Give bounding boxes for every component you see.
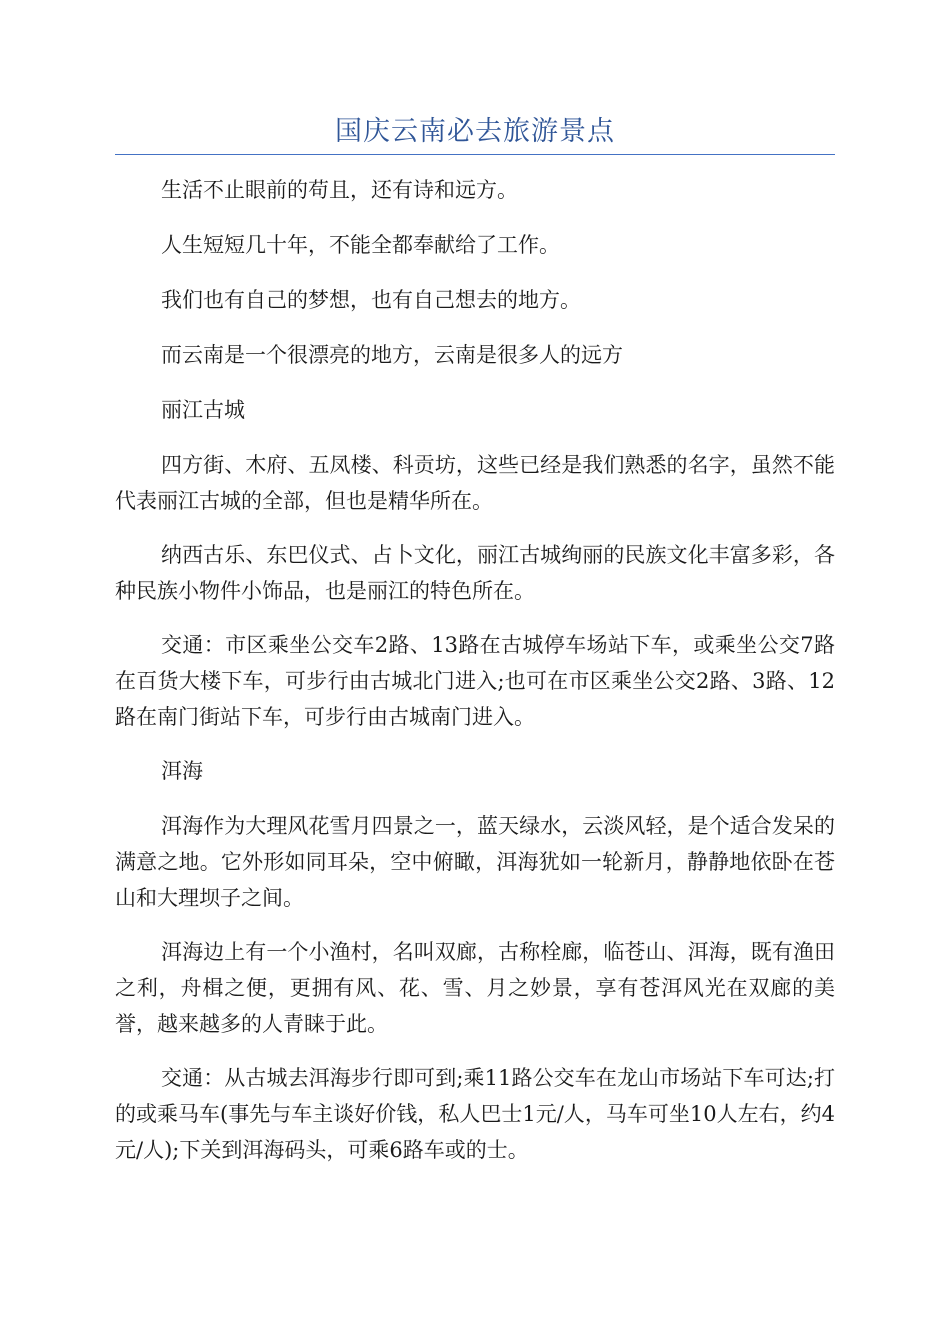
document-body <box>115 172 835 1186</box>
title-underline <box>115 154 835 155</box>
paragraph: 我们也有自己的梦想，也有自己想去的地方。 <box>161 288 581 312</box>
paragraph: 而云南是一个很漂亮的地方，云南是很多人的远方 <box>161 343 623 367</box>
document-title: 国庆云南必去旅游景点 <box>335 116 615 147</box>
paragraph: 洱海作为大理风花雪月四景之一，蓝天绿水，云淡风轻，是个适合发呆的满意之地。它外形如同耳朵，空中俯瞰，洱海犹如一轮新月，静静地依卧在苍山和大理坝子之间。 <box>115 814 835 910</box>
paragraph: 四方街、木府、五凤楼、科贡坊，这些已经是我们熟悉的名字，虽然不能代表丽江古城的全部，但也是精华所在。 <box>115 453 835 513</box>
paragraph: 纳西古乐、东巴仪式、占卜文化，丽江古城绚丽的民族文化丰富多彩，各种民族小物件小饰品，也是丽江的特色所在。 <box>115 543 835 603</box>
paragraph: 人生短短几十年，不能全都奉献给了工作。 <box>161 233 560 257</box>
paragraph: 交通：市区乘坐公交车2路、13路在古城停车场站下车，或乘坐公交7路在百货大楼下车，可步行由古城北门进入;也可在市区乘坐公交2路、3路、12路在南门街站下车，可步行由古城南门进入。 <box>115 633 835 729</box>
paragraph: 生活不止眼前的苟且，还有诗和远方。 <box>161 178 518 202</box>
paragraph: 交通：从古城去洱海步行即可到;乘11路公交车在龙山市场站下车可达;打的或乘马车(事先与车主谈好价钱，私人巴士1元/人，马车可坐10人左右，约4元/人);下关到洱海码头，可乘6路车或的士。 <box>115 1066 835 1162</box>
section-heading-lijiang: 丽江古城 <box>161 398 245 422</box>
paragraph: 洱海边上有一个小渔村，名叫双廊，古称栓廊，临苍山、洱海，既有渔田之利，舟楫之便，更拥有风、花、雪、月之妙景，享有苍洱风光在双廊的美誉，越来越多的人青睐于此。 <box>115 940 835 1036</box>
section-heading-erhai: 洱海 <box>161 759 203 783</box>
